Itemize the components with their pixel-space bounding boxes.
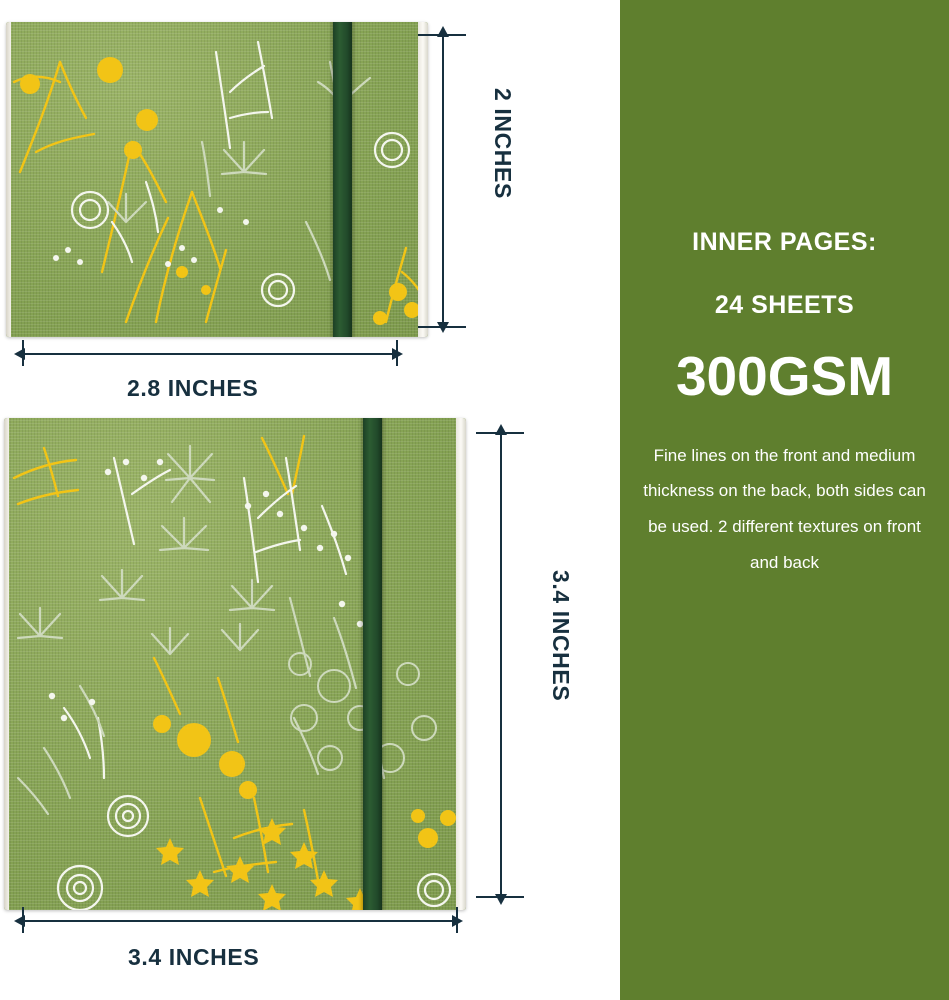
paper-weight-label: 300GSM [675,345,894,407]
elastic-band-large [363,418,382,910]
inner-pages-info-panel [620,0,949,1000]
page-edge-small [418,22,428,337]
embroidery-pattern-small [6,22,428,337]
small-height-dimension-line [442,34,444,326]
cover-edge-small [6,22,11,337]
cover-edge-large [4,418,9,910]
large-width-label: 3.4 INCHES [128,944,260,970]
large-height-dimension-line [500,432,502,898]
page-edge-large [456,418,466,910]
small-height-tick-bottom [418,326,466,328]
large-width-tick-left [22,907,24,933]
large-height-tick-top [476,432,524,434]
large-notebook-image [4,418,466,910]
large-height-tick-bottom [476,896,524,898]
small-height-label: 2 INCHES [490,88,516,199]
small-width-tick-right [396,340,398,366]
large-width-dimension-line [22,920,456,922]
small-width-dimension-line [22,353,396,355]
inner-pages-title: INNER PAGES: [692,228,877,256]
paper-description-text: Fine lines on the front and medium thickness on the back, both sides can be used. 2 different textures on front and back [643,445,926,572]
small-height-tick-top [418,34,466,36]
small-width-label: 2.8 INCHES [127,375,259,401]
large-height-label: 3.4 INCHES [548,570,574,702]
small-width-tick-left [22,340,24,366]
elastic-band-small [333,22,352,337]
embroidery-pattern-large [4,418,466,910]
large-width-tick-right [456,907,458,933]
sheet-count-label: 24 SHEETS [714,291,855,319]
small-notebook-image [6,22,428,337]
